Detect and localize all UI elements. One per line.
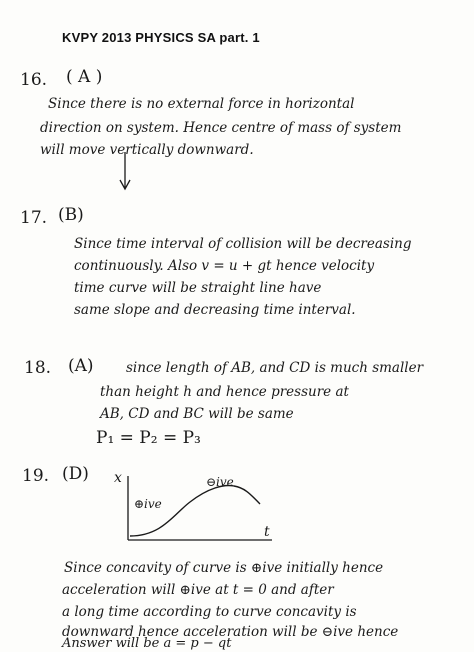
q16-number: 16. (20, 70, 48, 90)
q19-answer: (D) (62, 464, 89, 484)
down-arrow-icon (118, 152, 132, 192)
q19-number: 19. (22, 466, 50, 486)
q17-line-3: time curve will be straight line have (74, 280, 322, 296)
q19-line-4: downward hence acceleration will be ⊖ive hence (62, 624, 399, 640)
q17-line-2: continuously. Also v = u + gt hence velocity (74, 258, 375, 274)
x-vs-t-graph (112, 470, 282, 550)
q18-line-2: than height h and hence pressure at (100, 384, 349, 400)
q16-line-1: Since there is no external force in horizontal (48, 96, 355, 112)
graph-label-positive: ⊕ive (134, 497, 162, 511)
q19-line-1: Since concavity of curve is ⊕ive initially hence (64, 560, 384, 576)
q17-line-1: Since time interval of collision will be decreasing (74, 236, 412, 252)
q18-formula: P₁ = P₂ = P₃ (96, 428, 201, 448)
graph-x-label: t (264, 524, 270, 540)
q16-line-2: direction on system. Hence centre of mass of system (40, 120, 402, 136)
graph-y-label: x (114, 470, 122, 486)
q18-line-1: since length of AB, and CD is much smaller (126, 360, 424, 376)
q19-line-5: Answer will be a = p − qt (62, 636, 232, 651)
q16-answer: ( A ) (66, 67, 103, 87)
q18-answer: (A) (68, 356, 94, 376)
q18-number: 18. (24, 358, 52, 378)
q19-line-2: acceleration will ⊕ive at t = 0 and after (62, 582, 334, 598)
graph-label-negative: ⊖ive (206, 475, 234, 489)
q19-line-3: a long time according to curve concavity is (62, 604, 357, 620)
q17-answer: (B) (58, 205, 84, 225)
q17-line-4: same slope and decreasing time interval. (74, 302, 356, 318)
q16-line-3: will move vertically downward. (40, 142, 254, 158)
page-title: KVPY 2013 PHYSICS SA part. 1 (62, 30, 260, 45)
q17-number: 17. (20, 208, 48, 228)
q18-line-3: AB, CD and BC will be same (100, 406, 294, 422)
